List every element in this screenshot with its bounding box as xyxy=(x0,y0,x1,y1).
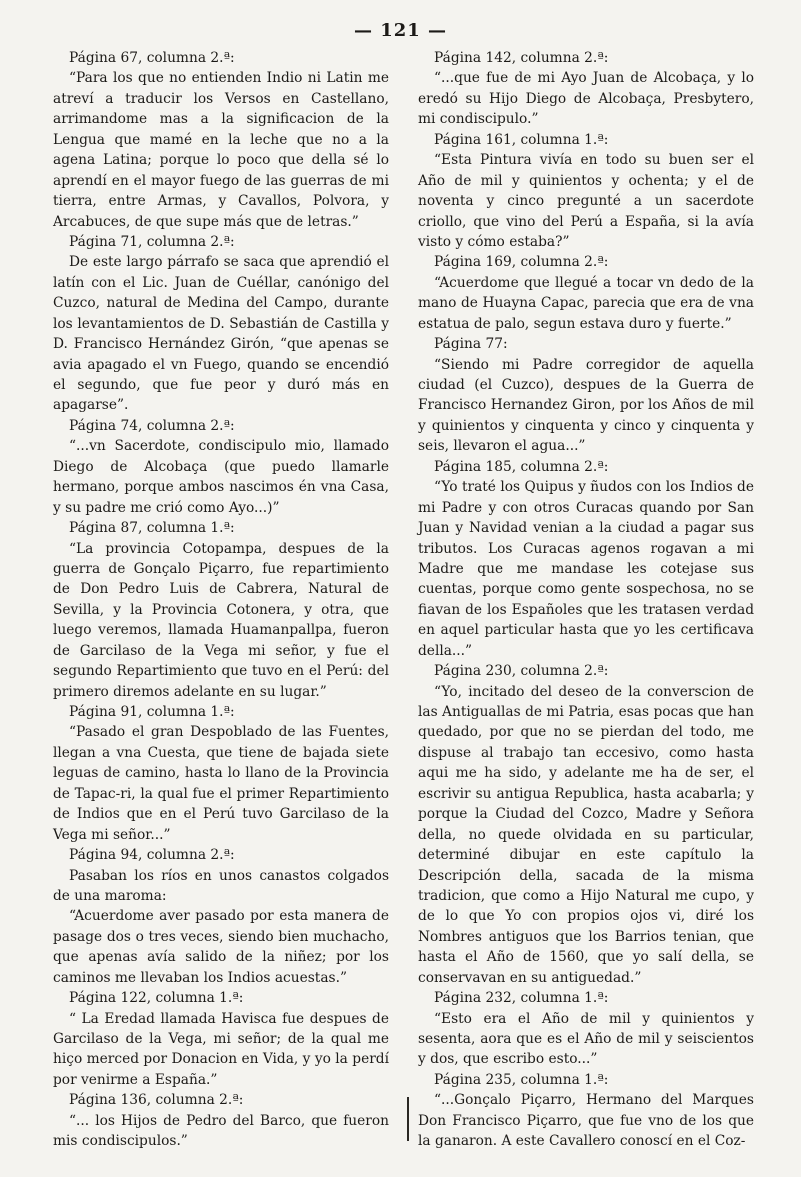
paragraph: “...Gonçalo Piçarro, Hermano del Marques Don Francisco Piçarro, que fue vno de los que la ganaron. A este Cavallero conoscí en el Coz- xyxy=(418,1092,754,1150)
paragraph: Página 185, columna 2.ª: xyxy=(434,458,609,475)
margin-rule xyxy=(407,1097,409,1141)
paragraph: “...vn Sacerdote, condiscipulo mio, llamado Diego de Alcobaça (que puedo llamarle hermano, porque ambos nascimos én vna Casa, y su padre me crió como Ayo...)” xyxy=(53,438,389,516)
paragraph: “Esto era el Año de mil y quinientos y sesenta, aora que es el Año de mil y seiscientos y dos, que escribo esto...” xyxy=(418,1010,754,1068)
paragraph: Página 91, columna 1.ª: xyxy=(69,704,235,720)
left-column xyxy=(53,48,389,1152)
paragraph: “Acuerdome que llegué a tocar vn dedo de la mano de Huayna Capac, parecia que era de vna estatua de palo, segun estava duro y fuerte.” xyxy=(418,274,754,332)
paragraph: “...que fue de mi Ayo Juan de Alcobaça, y lo eredó su Hijo Diego de Alcobaça, Presbytero, mi condiscipulo.” xyxy=(418,70,754,128)
paragraph: Página 161, columna 1.ª: xyxy=(434,131,609,148)
page-number: — 121 — xyxy=(353,20,448,41)
right-column xyxy=(418,48,754,1152)
paragraph: “Yo traté los Quipus y ñudos con los Indios de mi Padre y con otros Curacas quando por San Juan y Navidad venian a la ciudad a pagar sus tributos. Los Curacas agenos rogavan a mi Madre que me mandase les cotejase sus cuentas, porque como gente sospechosa, no se fiavan de los Españoles que les tratasen verdad en aquel particular hasta que yo les certificava della...” xyxy=(418,479,754,659)
paragraph: “Pasado el gran Despoblado de las Fuentes, llegan a vna Cuesta, que tiene de bajada siete leguas de camino, hasta lo llano de la Provincia de Tapac-ri, la qual fue el primer Repartimiento de Indios que en el Perú tuvo Garcilaso de la Vega mi señor...” xyxy=(53,724,389,843)
paragraph: Página 67, columna 2.ª: xyxy=(69,50,235,66)
paragraph: Página 77: xyxy=(434,336,508,353)
paragraph: Página 74, columna 2.ª: xyxy=(69,417,235,434)
paragraph: “... los Hijos de Pedro del Barco, que fueron mis condiscipulos.” xyxy=(53,1112,389,1150)
paragraph: “Yo, incitado del deseo de la converscion de las Antiguallas de mi Patria, esas pocas que han quedado, por que no se pierdan del todo, me dispuse al trabajo tan eccesivo, como hasta aqui me ha sido, y adelante me ha de ser, el escrivir su antigua Republica, hasta acabarla; y porque la Ciudad del Cozco, Madre y Señora della, no quede olvidada en su particular, determiné dibujar en este capítulo la Descripción della, sacada de la misma tradicion, que como a Hijo Natural me cupo, y de lo que Yo con propios ojos vi, diré los Nombres antiguos que los Barrios tenian, que hasta el Año de 1560, que yo salí della, se conservavan en su antiguedad.” xyxy=(418,683,754,986)
paragraph: Pasaban los ríos en unos canastos colgados de una maroma: xyxy=(53,867,389,904)
paragraph: Página 122, columna 1.ª: xyxy=(69,990,244,1007)
paragraph: De este largo párrafo se saca que aprendió el latín con el Lic. Juan de Cuéllar, canónigo del Cuzco, natural de Medina del Campo, durante los levantamientos de D. Sebastián de Castilla y D. Francisco Hernández Girón, “que apenas se avia apagado el vn Fuego, quando se encendió el segundo, que fue peor y duró más en apagarse”. xyxy=(53,254,389,414)
paragraph: “Esta Pintura vivía en todo su buen ser el Año de mil y quinientos y ochenta; y el de noventa y cinco pregunté a un sacerdote criollo, que vino del Perú a España, si la avía visto y cómo estaba?” xyxy=(418,152,754,250)
paragraph: “Para los que no entienden Indio ni Latin me atreví a traducir los Versos en Castellano, arrimandome mas a la significacion de la Lengua que mamé en la leche que no a la agena Latina; porque lo poco que della sé lo aprendí en el mayor fuego de las guerras de mi tierra, entre Armas, y Cavallos, Polvora, y Arcabuces, de que supe más que de letras.” xyxy=(53,70,389,230)
paragraph: Página 235, columna 1.ª: xyxy=(434,1071,609,1088)
paragraph: Página 136, columna 2.ª: xyxy=(69,1092,244,1109)
paragraph: Página 232, columna 1.ª: xyxy=(434,990,609,1007)
paragraph: Página 169, columna 2.ª: xyxy=(434,254,609,271)
paragraph: Página 71, columna 2.ª: xyxy=(69,233,235,250)
paragraph: “ La Eredad llamada Havisca fue despues de Garcilaso de la Vega, mi señor; de la qual me hiço merced por Donacion en Vida, y yo la perdí por venirme a España.” xyxy=(53,1010,389,1088)
paragraph: Página 87, columna 1.ª: xyxy=(69,520,235,537)
paragraph: Página 142, columna 2.ª: xyxy=(434,50,609,66)
paragraph: Página 94, columna 2.ª: xyxy=(69,847,235,864)
paragraph: Página 230, columna 2.ª: xyxy=(434,663,609,680)
paragraph: “La provincia Cotopampa, despues de la guerra de Gonçalo Piçarro, fue repartimiento de Don Pedro Luis de Cabrera, Natural de Sevilla, y la Provincia Cotonera, y otra, que luego veremos, llamada Huamanpallpa, fueron de Garcilaso de la Vega mi señor, y fue el segundo Repartimiento que tuvo en el Perú: del primero diremos adelante en su lugar.” xyxy=(53,540,389,700)
paragraph: “Acuerdome aver pasado por esta manera de pasage dos o tres veces, siendo bien muchacho, que apenas avía salido de la niñez; por los caminos me llevaban los Indios acuestas.” xyxy=(53,908,389,986)
paragraph: “Siendo mi Padre corregidor de aquella ciudad (el Cuzco), despues de la Guerra de Francisco Hernandez Giron, por los Años de mil y quinientos y cinquenta y cinco y cinquenta y seis, llevaron el agua...” xyxy=(418,356,754,455)
